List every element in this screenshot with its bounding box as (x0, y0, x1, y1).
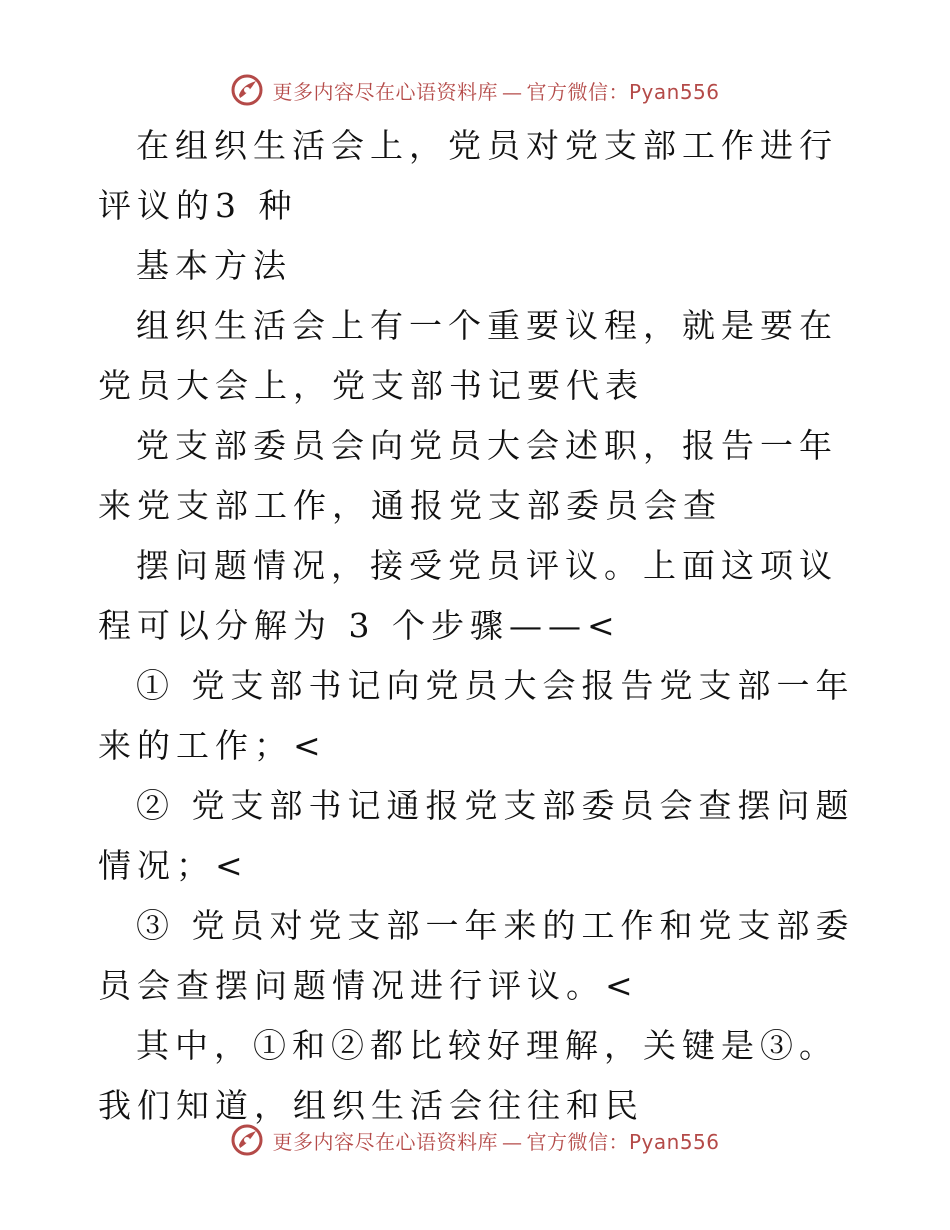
header-contact-id: Pyan556 (628, 79, 720, 104)
paragraph-1: 在组织生活会上，党员对党支部工作进行评议的3 种 (98, 126, 838, 225)
header-banner-text (272, 76, 719, 105)
document-body (98, 116, 858, 1136)
footer-site-name: 更多内容尽在心语资料库 (272, 1129, 498, 1154)
paragraph-4: 党支部委员会向党员大会述职，报告一年来党支部工作，通报党支部委员会查 (98, 426, 838, 525)
paragraph-2: 基本方法 (136, 246, 292, 285)
header-contact-label: 官方微信： (526, 79, 629, 104)
brand-logo-icon (230, 1123, 264, 1157)
paragraph-8: ③ 党员对党支部一年来的工作和党支部委员会查摆问题情况进行评议。< (98, 906, 855, 1005)
brand-logo-icon (230, 73, 264, 107)
header-banner (0, 70, 950, 110)
paragraph-6: ① 党支部书记向党员大会报告党支部一年来的工作；< (98, 666, 855, 765)
paragraph-3: 组织生活会上有一个重要议程，就是要在党员大会上，党支部书记要代表 (98, 306, 838, 405)
footer-contact-id: Pyan556 (628, 1129, 720, 1154)
header-site-name: 更多内容尽在心语资料库 (272, 79, 498, 104)
footer-contact-label: 官方微信： (526, 1129, 629, 1154)
footer-banner-text (272, 1126, 719, 1155)
header-separator: — (501, 79, 523, 104)
footer-banner (0, 1120, 950, 1160)
paragraph-7: ② 党支部书记通报党支部委员会查摆问题情况；< (98, 786, 855, 885)
footer-separator: — (501, 1129, 523, 1154)
paragraph-9: 其中，①和②都比较好理解，关键是③。我们知道，组织生活会往往和民 (98, 1026, 838, 1125)
paragraph-5: 摆问题情况，接受党员评议。上面这项议程可以分解为 3 个步骤——< (98, 546, 838, 645)
